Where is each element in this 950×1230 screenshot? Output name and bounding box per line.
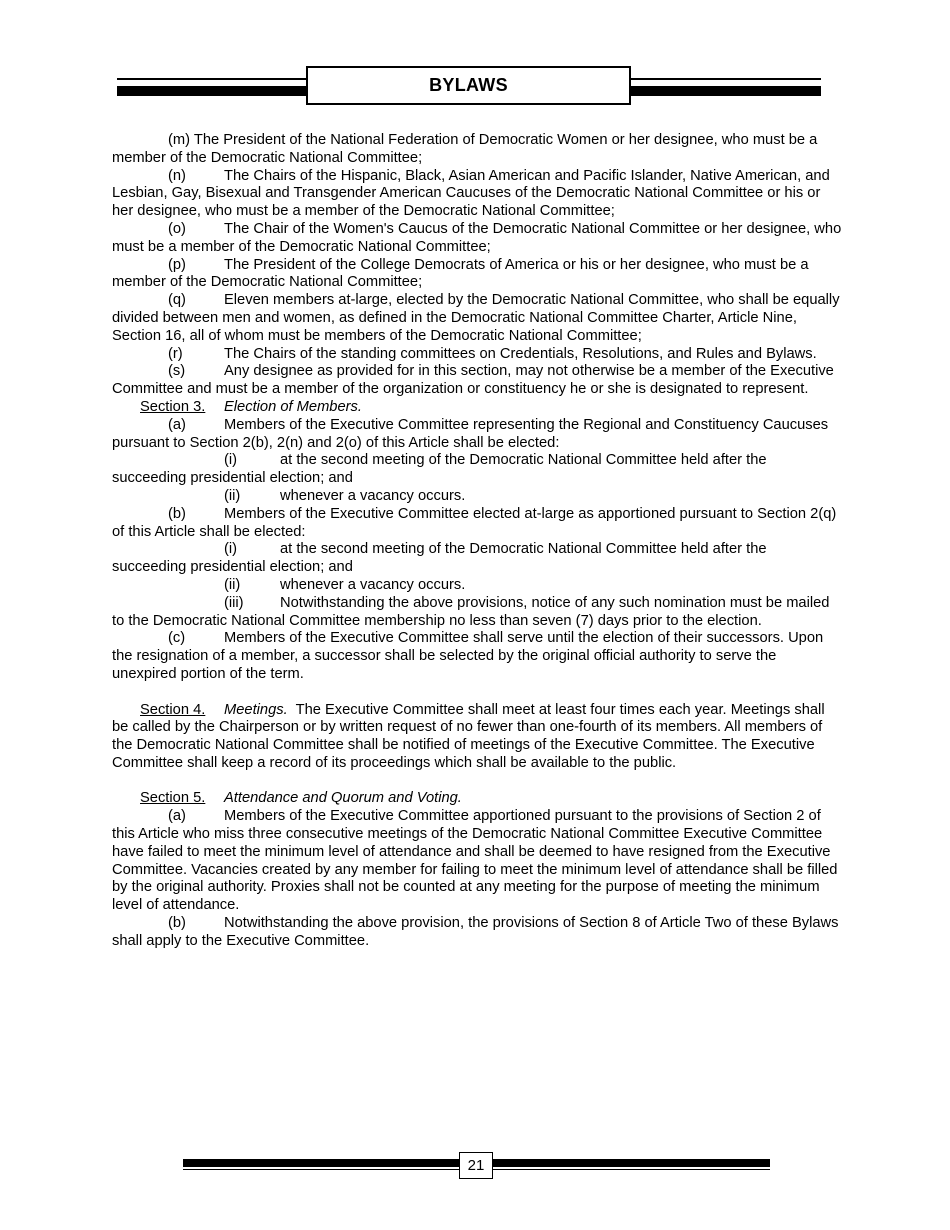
footer-rule-thick-left	[183, 1159, 459, 1167]
header-rule-thin-right	[630, 78, 821, 80]
item-r-label: (r)	[168, 345, 183, 362]
section-3-c-text: Members of the Executive Committee shall serve until the election of their successors. Upon the resignation of a member, a successor shall be selected by the original official authority to serve the unexpired portion of the term.	[112, 630, 824, 682]
header-rule-thick-left	[117, 86, 307, 96]
footer-rule-thin-right	[493, 1169, 770, 1170]
section-4-title: Meetings.	[224, 701, 288, 718]
section-3-heading	[112, 399, 842, 417]
section-3-a-ii-label: (ii)	[224, 487, 241, 504]
section-5-b	[112, 915, 842, 951]
header-rule-thick-right	[630, 86, 821, 96]
section-4-text: The Executive Committee shall meet at least four times each year. Meetings shall be called by the Chairperson or by written request of no fewer than one-fourth of its members. All members of the Democratic National Committee shall be notified of meetings of the Executive Committee. The Executive Committee shall keep a record of its proceedings which shall be available to the public.	[112, 701, 825, 771]
item-o-label: (o)	[168, 220, 186, 237]
section-3-number: Section 3.	[140, 398, 206, 415]
section-3-b-i	[112, 541, 842, 577]
item-m-text: The President of the National Federation of Democratic Women or her designee, who must be a member of the Democratic National Committee;	[112, 132, 818, 166]
page-number: 21	[467, 1157, 485, 1174]
section-3-b-ii-label: (ii)	[224, 576, 241, 593]
section-5-a-text: Members of the Executive Committee apportioned pursuant to the provisions of Section 2 of this Article who miss three consecutive meetings of the Democratic National Committee Executive Committee have failed to meet the minimum level of attendance and shall be deemed to have resigned from the Executive Committee. Vacancies created by any member for failing to meet the minimum level of attendance shall be filled by the original authority. Proxies shall not be counted at any meeting for the purpose of meeting the minimum level of attendance.	[112, 808, 838, 914]
spacer	[112, 684, 842, 702]
section-3-b-i-label: (i)	[224, 541, 238, 558]
item-m	[112, 132, 842, 168]
section-3-a-i	[112, 452, 842, 488]
section-5-heading	[112, 790, 842, 808]
section-3-a-text: Members of the Executive Committee representing the Regional and Constituency Caucuses pursuant to Section 2(b), 2(n) and 2(o) of this Article shall be elected:	[112, 416, 829, 451]
item-p	[112, 257, 842, 293]
section-3-c	[112, 630, 842, 683]
section-5-b-label: (b)	[168, 915, 186, 932]
document-body	[112, 132, 842, 951]
footer-rule-thick-right	[493, 1159, 770, 1167]
item-n	[112, 168, 842, 221]
section-3-b-ii-text: whenever a vacancy occurs.	[280, 576, 466, 593]
item-p-text: The President of the College Democrats of America or his or her designee, who must be a member of the Democratic National Committee;	[112, 256, 809, 291]
section-3-b-iii-label: (iii)	[224, 594, 244, 611]
section-5-a-label: (a)	[168, 808, 186, 825]
item-r	[112, 346, 842, 364]
item-q-text: Eleven members at-large, elected by the Democratic National Committee, who shall be equally divided between men and women, as defined in the Democratic National Committee Charter, Article Nine, Section 16, all of whom must be members of the Democratic National Committee;	[112, 292, 840, 344]
section-3-a-i-text: at the second meeting of the Democratic National Committee held after the succeeding presidential election; and	[112, 452, 767, 487]
section-3-b-i-text: at the second meeting of the Democratic National Committee held after the succeeding presidential election; and	[112, 541, 767, 576]
section-3-a-ii-text: whenever a vacancy occurs.	[280, 487, 466, 504]
header-rule-thin-left	[117, 78, 307, 80]
section-5-a	[112, 808, 842, 915]
item-s-label: (s)	[168, 363, 186, 380]
item-s-text: Any designee as provided for in this section, may not otherwise be a member of the Executive Committee and must be a member of the organization or constituency he or she is designated to represent.	[112, 363, 834, 398]
section-3-a	[112, 417, 842, 453]
page-number-box	[459, 1152, 493, 1179]
section-3-b-iii-text: Notwithstanding the above provisions, notice of any such nomination must be mailed to the Democratic National Committee membership no less than seven (7) days prior to the election.	[112, 594, 830, 629]
item-o	[112, 221, 842, 257]
section-3-a-label: (a)	[168, 416, 186, 433]
section-5-title: Attendance and Quorum and Voting.	[224, 790, 462, 807]
page-title: BYLAWS	[429, 75, 508, 95]
section-3-b	[112, 506, 842, 542]
section-4-number: Section 4.	[140, 701, 206, 718]
section-3-a-ii	[112, 488, 842, 506]
item-p-label: (p)	[168, 256, 186, 273]
section-3-title: Election of Members.	[224, 398, 362, 415]
item-q	[112, 292, 842, 345]
item-n-text: The Chairs of the Hispanic, Black, Asian American and Pacific Islander, Native American, and Lesbian, Gay, Bisexual and Transgender American Caucuses of the Democratic National Committee or his or her designee, who must be a member of the Democratic National Committee;	[112, 167, 830, 220]
section-4	[112, 702, 842, 773]
item-n-label: (n)	[168, 167, 186, 184]
section-3-b-text: Members of the Executive Committee elected at-large as apportioned pursuant to Section 2(q) of this Article shall be elected:	[112, 505, 837, 540]
section-5-b-text: Notwithstanding the above provision, the provisions of Section 8 of Article Two of these Bylaws shall apply to the Executive Committee.	[112, 915, 839, 949]
footer-rule-thin-left	[183, 1169, 459, 1170]
item-o-text: The Chair of the Women's Caucus of the Democratic National Committee or her designee, who must be a member of the Democratic National Committee;	[112, 220, 842, 255]
item-q-label: (q)	[168, 292, 186, 309]
item-r-text: The Chairs of the standing committees on Credentials, Resolutions, and Rules and Bylaws.	[224, 345, 817, 362]
section-3-c-label: (c)	[168, 630, 186, 647]
section-3-b-label: (b)	[168, 505, 186, 522]
spacer	[112, 773, 842, 791]
section-5-number: Section 5.	[140, 790, 206, 807]
item-m-label: (m)	[168, 132, 191, 148]
section-3-b-iii	[112, 595, 842, 631]
header-title-box	[306, 66, 631, 105]
item-s	[112, 363, 842, 399]
section-3-a-i-label: (i)	[224, 452, 238, 469]
section-3-b-ii	[112, 577, 842, 595]
